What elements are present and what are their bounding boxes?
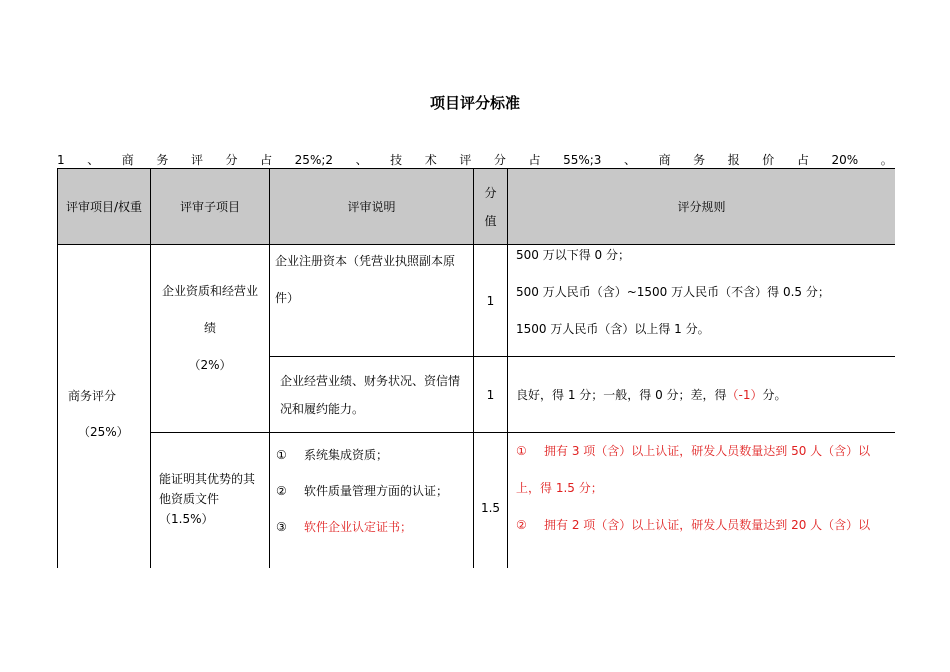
rule-cell [508,245,896,357]
list-number: ③ [276,520,287,534]
weights-token: 术 [424,153,437,167]
list-number: ① [516,444,527,458]
description-text: 企业经营业绩、财务状况、资信情况和履约能力。 [280,373,461,416]
weights-token: 评 [459,153,472,167]
score-value: 1 [486,293,495,308]
header-item-weight: 评审项目/权重 [58,169,151,245]
sub-item-name: 企业资质和经营业绩 [161,284,258,335]
list-text: 软件质量管理方面的认证； [304,484,449,498]
sub-item-cell [151,433,270,569]
list-number: ② [276,484,287,498]
weights-token: 商 [658,153,671,167]
scoring-table [57,168,895,568]
sub-item-weight: （2%） [188,358,232,372]
weights-token: 分 [493,153,506,167]
page-title: 项目评分标准 [429,94,520,112]
score-cell [474,357,508,433]
penalty-value: （-1） [726,388,763,402]
score-cell [474,433,508,569]
rule-list-item [516,507,887,544]
score-value: 1 [486,387,495,402]
description-cell [270,433,474,569]
weights-token: 占 [796,153,809,167]
description-text: 企业注册资本（凭营业执照副本原件） [275,254,456,305]
weights-token: 。 [880,153,893,167]
weights-token: 、 [87,153,100,167]
group-name: 商务评分 [68,388,117,403]
header-score: 分值 [474,169,508,245]
weights-token: 、 [623,153,636,167]
group-cell [58,245,151,569]
weights-token: 占 [260,153,273,167]
weights-token: 价 [762,153,775,167]
scoring-table-wrapper [57,168,895,568]
rule-line: 1500 万人民币（含）以上得 1 分。 [516,322,710,336]
description-list-item [276,473,467,509]
list-text: 拥有 3 项（含）以上认证，研发人员数量达到 50 人（含）以上，得 1.5 分； [516,444,871,495]
weights-token: 务 [693,153,706,167]
weights-token: 评 [190,153,203,167]
weights-token: 分 [225,153,238,167]
rule-line: 500 万人民币（含）~1500 万人民币（不含）得 0.5 分； [516,285,830,299]
description-list-item [276,509,467,545]
description-list-item [276,437,467,473]
list-text: 软件企业认定证书； [304,520,413,534]
sub-item-cell [151,245,270,433]
score-cell [474,245,508,357]
table-header-row [58,169,896,245]
description-cell [270,357,474,433]
sub-item-name: 能证明其优势的其他资质文件（1.5%） [159,472,256,526]
description-cell [270,245,474,357]
weights-token: 55%;3 [563,153,602,167]
description-list [270,433,473,545]
list-text: 拥有 2 项（含）以上认证，研发人员数量达到 20 人（含）以 [544,518,871,532]
rule-cell [508,433,896,569]
weights-token: 1 [57,153,65,167]
score-value: 1.5 [480,500,501,515]
rule-list-item [516,433,887,507]
list-number: ① [276,448,287,462]
rule-text: 良好，得 1 分；一般，得 0 分；差，得（-1）分。 [516,388,787,402]
weights-token: 20% [831,153,859,167]
weights-token: 25%;2 [294,153,334,167]
weights-token: 务 [156,153,169,167]
header-rule: 评分规则 [508,169,896,245]
weights-token: 、 [355,153,368,167]
weights-token: 报 [727,153,740,167]
weights-line [57,152,893,168]
rule-line: 500 万以下得 0 分； [516,248,630,262]
header-sub-item: 评审子项目 [151,169,270,245]
table-row [58,245,896,357]
rule-list [508,433,895,544]
rule-list [508,237,895,348]
header-description: 评审说明 [270,169,474,245]
weights-token: 技 [390,153,403,167]
list-number: ② [516,518,527,532]
weights-token: 商 [121,153,134,167]
group-weight: （25%） [78,424,129,439]
table-row [58,433,896,569]
rule-cell [508,357,896,433]
list-text: 系统集成资质； [304,448,389,462]
weights-token: 占 [528,153,541,167]
